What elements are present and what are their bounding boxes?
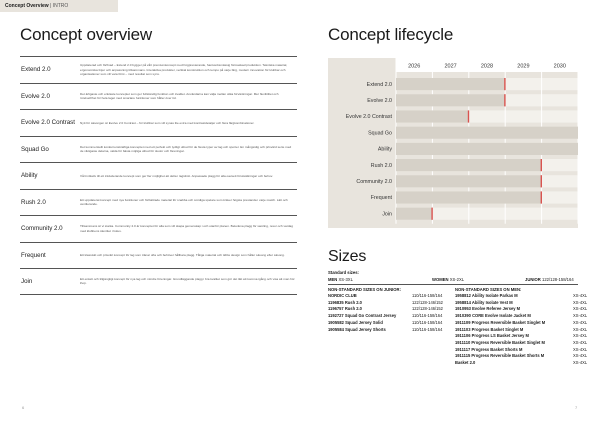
list-item <box>455 293 600 300</box>
item-name: 1196757 Rush 2.0 <box>328 306 362 312</box>
lifecycle-end-marker <box>541 191 542 203</box>
page-number-left: 6 <box>22 405 25 410</box>
concept-desc: Ett enkelt och tillgängligt koncept för nya lag och mindre föreningar. Grundläggande plagg i bra kvalitet som gör det lätt att komma igång och visa att man hör ihop. <box>80 276 295 286</box>
lifecycle-end-marker <box>541 159 542 171</box>
concept-row <box>20 109 297 136</box>
item-name: 1911115 Progress Reversible Basket Shorts M <box>455 353 545 359</box>
section-tag-bold: Concept Overview <box>5 3 49 9</box>
junior-size-list <box>328 293 452 333</box>
item-name: 1192727 Squad Go Contrast Jersey <box>328 313 397 319</box>
concept-name: Evolve 2.0 <box>21 92 50 100</box>
concept-table <box>20 56 297 295</box>
list-item <box>455 333 600 340</box>
concept-name: Frequent <box>21 251 46 259</box>
concept-desc: Ett klassiskt och prisvärt koncept för lag som tränar ofta och behöver hållbara plagg. Tåliga material och tidlös design som håller säsong efter säsong. <box>80 253 285 258</box>
lifecycle-bar <box>396 208 432 220</box>
concept-desc: Uppdaterad och förfinad – Extend 2.0 bygger på vårt premiumkoncept med högpresterande, hantverksmässig förmaskad produktion. Tekniska material, ergonomiska linjer och anpassning tillsammans. Interaktiva produkter, vertikal konstruktion och tempo på varje färg, modern innovation för klubbar och organisationer som vill vara först – med resultat som syns. <box>80 63 288 76</box>
concept-name: Rush 2.0 <box>21 198 46 206</box>
concept-row <box>20 189 297 216</box>
standard-women <box>432 277 464 282</box>
item-size: XS-4XL <box>573 333 588 339</box>
standard-range: XS-2XL <box>449 277 465 282</box>
lifecycle-end-marker <box>431 208 432 220</box>
lifecycle-title: Concept lifecycle <box>328 25 454 44</box>
item-size: XS-4XL <box>573 360 588 366</box>
list-item <box>455 347 600 354</box>
lifecycle-end-marker <box>504 94 505 106</box>
concept-desc: Det kommersiellt konkurrenskraftiga konceptet med ett perfekt och tydligt utbud för de flesta typer av lag och sporter. En mångsidig och prisvärd serie med de viktigaste delarna, valda för bästa möjliga utbud för skolor och föreningar. <box>80 144 292 154</box>
lifecycle-bar <box>396 110 469 122</box>
item-size: XS-4XL <box>573 339 588 345</box>
lifecycle-row-label: Community 2.0 <box>356 179 392 185</box>
list-item <box>328 313 452 320</box>
lifecycle-bar <box>396 159 542 171</box>
item-name: 1911110 Progress Reversible Basket Singlet M <box>455 339 545 345</box>
concept-name: Evolve 2.0 Contrast <box>21 119 75 127</box>
lifecycle-row-label: Evolve 2.0 <box>367 98 392 104</box>
concept-row <box>20 162 297 189</box>
lifecycle-bar <box>396 191 542 203</box>
lifecycle-bar <box>396 94 505 106</box>
item-size: 122/128-146/152 <box>412 299 443 305</box>
section-tag-rest: | INTRO <box>48 3 69 9</box>
item-name: 1196835 Rush 2.0 <box>328 299 362 305</box>
concept-row <box>20 56 297 83</box>
year-label: 2027 <box>444 63 457 70</box>
item-name: 1911103 Progress Basket Singlet M <box>455 326 524 332</box>
item-size: 110/116-158/164 <box>412 293 443 298</box>
item-name: 1905584 Squad Jersey Shorts <box>328 326 386 332</box>
standard-junior <box>525 277 574 282</box>
year-label: 2028 <box>480 63 494 70</box>
item-size: XS-4XL <box>573 346 588 352</box>
concept-desc: Tillsammans är vi starka. Community 2.0 är konceptet för alla som vill skapa gemenskap i och utanför planen. Bekväma plagg för samling, resor och vardag med klubbens identitet i fokus. <box>80 224 293 233</box>
men-heading: NON-STANDARD SIZES ON MEN: <box>455 287 522 292</box>
list-item <box>455 360 600 367</box>
lifecycle-end-marker <box>504 78 505 90</box>
concept-row <box>20 268 297 295</box>
item-size: XS-4XL <box>573 299 588 305</box>
concept-desc: Vårt initiativ till ett inkluderande koncept som ger fler möjlighet att delta i lagidrott. Anpassade plagg för alla oavsett förutsättningar och behov. <box>80 173 273 178</box>
concept-row <box>20 215 297 242</box>
list-item <box>455 340 600 347</box>
item-name: 1910390 CORE Evolve Isolate Jacket M <box>455 313 531 319</box>
list-item <box>455 300 600 307</box>
item-size: XS-4XL <box>573 326 588 332</box>
standard-men <box>328 277 353 282</box>
lifecycle-bar <box>396 143 578 155</box>
item-name: 1958812 Ability Isolate Parkas M <box>455 293 518 298</box>
concept-row <box>20 136 297 163</box>
item-size: XS-4XL <box>573 313 588 319</box>
list-item <box>328 320 452 327</box>
item-name: 1958814 Ability Isolate Vest M <box>455 299 513 305</box>
concept-name: Squad Go <box>21 145 49 153</box>
standard-range: XS-3XL <box>338 277 353 282</box>
list-item <box>455 353 600 360</box>
lifecycle-row-label: Evolve 2.0 Contrast <box>345 114 392 121</box>
lifecycle-bar <box>396 127 578 139</box>
item-size: XS-4XL <box>573 353 588 359</box>
list-item <box>455 320 600 327</box>
item-size: XS-4XL <box>573 306 588 312</box>
list-item <box>455 313 600 320</box>
list-item <box>328 300 452 307</box>
concept-row <box>20 242 297 269</box>
concept-row <box>20 83 297 110</box>
lifecycle-row-label: Ability <box>377 146 392 153</box>
item-name: NORDIC CLUB <box>328 293 357 298</box>
concept-desc: Nytt för säsongen är Evolve 2.0 Contrast – för klubbar som vill synas lite extra med kontrastdetaljer och flera färgkombinationer. <box>80 120 255 125</box>
list-item <box>455 306 600 313</box>
lifecycle-row-label: Rush 2.0 <box>370 162 392 169</box>
standard-group: WOMEN <box>432 277 449 282</box>
lifecycle-end-marker <box>541 175 542 187</box>
concept-desc: Ett uppdaterat koncept med nya funktioner och förbättrade material för snabba och smidiga spelare som kräver högsta prestanda i varje match. Lätt och ventilerande. <box>80 197 288 207</box>
overview-title: Concept overview <box>20 25 152 44</box>
lifecycle-row-label: Extend 2.0 <box>366 81 392 88</box>
men-size-list <box>455 293 600 367</box>
divider <box>328 284 578 285</box>
item-size: 110/116-158/164 <box>412 326 443 332</box>
concept-name: Extend 2.0 <box>21 66 51 74</box>
sizes-title: Sizes <box>328 248 367 265</box>
item-name: 1911109 Progress Reversible Basket Singlet M <box>455 319 546 325</box>
item-size: 110/116-158/164 <box>412 313 443 319</box>
lifecycle-bar <box>396 78 505 90</box>
page-number-right: 7 <box>575 405 578 410</box>
item-name: 1905582 Squad Jersey Solid <box>328 319 383 325</box>
section-tag <box>0 0 118 12</box>
item-name: Basket 2.0 <box>455 360 476 366</box>
list-item <box>328 306 452 313</box>
standard-group: JUNIOR <box>525 277 541 282</box>
junior-heading: NON-STANDARD SIZES ON JUNIOR: <box>328 287 401 292</box>
item-name: 1910953 Evolve Referee Jersey M <box>455 306 521 312</box>
concept-desc: Det ärligaste och enklaste konceptet som ger fullständig funktion och kvalitet. Användarna kan välja mellan olika förväntningar. Mer flexibilitet och rörelsefrihet för hela laget med smartare funktioner som håller över tid. <box>80 91 279 101</box>
lifecycle-row-label: Squad Go <box>368 130 392 137</box>
lifecycle-svg <box>328 58 578 228</box>
list-item <box>328 327 452 334</box>
lifecycle-chart <box>328 58 578 228</box>
year-label: 2029 <box>517 63 530 70</box>
standard-sizes-label: Standard sizes: <box>328 270 359 275</box>
year-label: 2030 <box>553 63 566 70</box>
lifecycle-bar <box>396 175 542 187</box>
lifecycle-row-label: Join <box>382 211 392 218</box>
item-size: 122/128-146/152 <box>412 306 443 312</box>
item-size: 110/116-158/164 <box>412 319 443 325</box>
lifecycle-row-label: Frequent <box>370 195 392 202</box>
list-item <box>328 293 452 300</box>
concept-name: Ability <box>21 172 38 180</box>
item-size: XS-4XL <box>573 319 588 325</box>
item-name: 1911106 Progress LS Basket Jersey M <box>455 333 529 339</box>
item-size: XS-4XL <box>573 293 588 298</box>
concept-name: Join <box>21 277 33 285</box>
lifecycle-end-marker <box>468 110 469 122</box>
concept-name: Community 2.0 <box>21 225 63 233</box>
year-label: 2026 <box>408 63 421 70</box>
standard-range: 122/128-158/164 <box>542 277 574 282</box>
list-item <box>455 327 600 334</box>
item-name: 1911117 Progress Basket Shorts M <box>455 346 523 352</box>
standard-group: MEN <box>328 277 338 282</box>
